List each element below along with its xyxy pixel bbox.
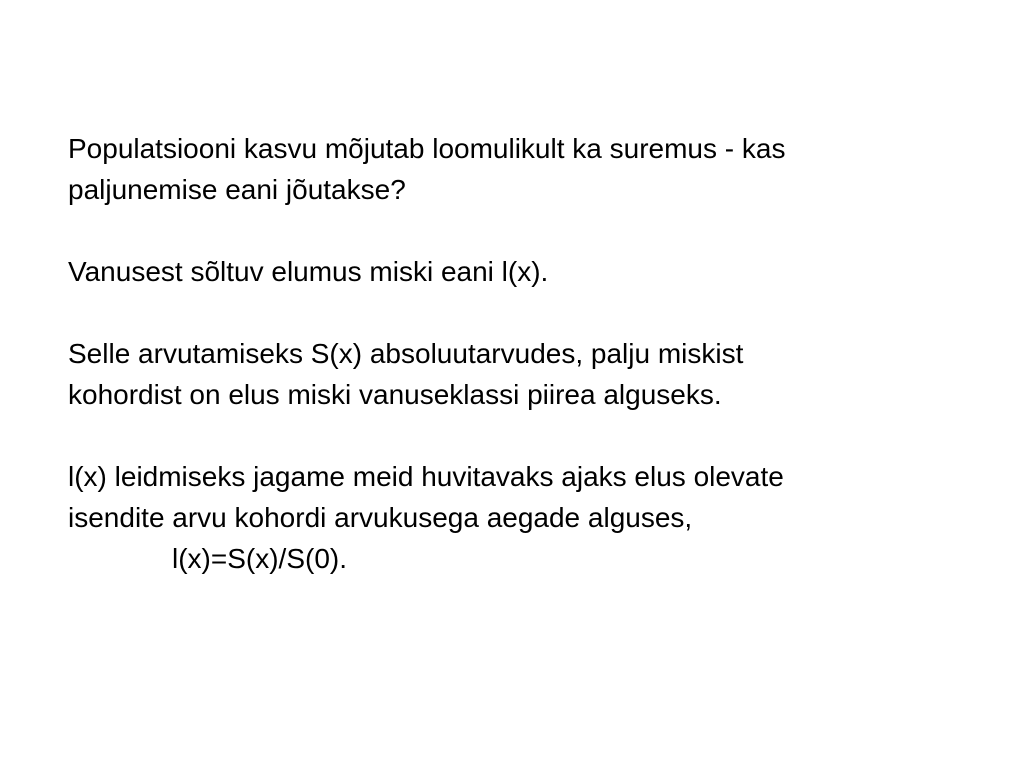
text-line: Populatsiooni kasvu mõjutab loomulikult ka suremus - kas xyxy=(68,133,786,164)
text-line: paljunemise eani jõutakse? xyxy=(68,174,406,205)
text-line: Vanusest sõltuv elumus miski eani l(x). xyxy=(68,256,549,287)
slide-body xyxy=(68,128,968,579)
paragraph-absolute-numbers xyxy=(68,333,968,415)
text-line: kohordist on elus miski vanuseklassi piirea alguseks. xyxy=(68,379,722,410)
formula-line: l(x)=S(x)/S(0). xyxy=(172,543,347,574)
paragraph-population-growth xyxy=(68,128,968,210)
paragraph-lx-definition xyxy=(68,456,968,579)
text-line: l(x) leidmiseks jagame meid huvitavaks ajaks elus olevate xyxy=(68,461,784,492)
text-line: isendite arvu kohordi arvukusega aegade alguses, xyxy=(68,502,693,533)
text-line: Selle arvutamiseks S(x) absoluutarvudes, palju miskist xyxy=(68,338,744,369)
paragraph-age-survival xyxy=(68,251,968,292)
